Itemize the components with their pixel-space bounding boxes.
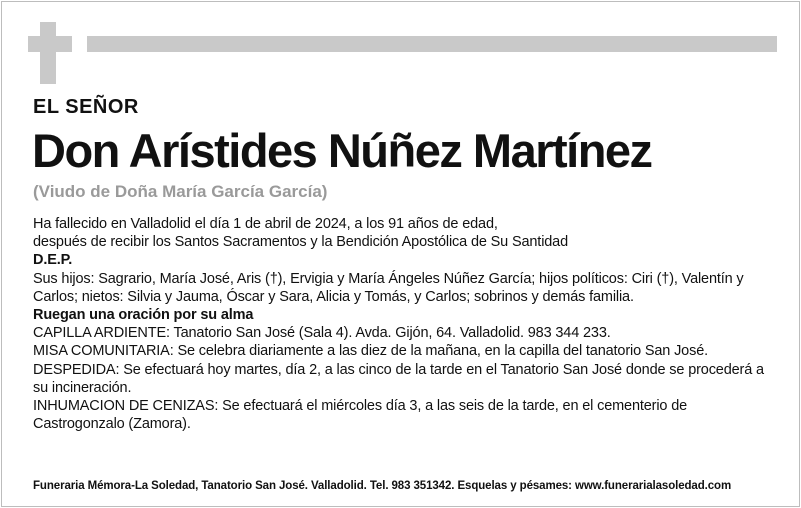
cross-vertical-beam	[40, 22, 56, 84]
funeral-home-footer: Funeraria Mémora-La Soledad, Tanatorio San José. Valladolid. Tel. 983 351342. Esquelas y pésames: www.funerarialasoledad.com	[33, 480, 732, 492]
death-announcement-line-2: después de recibir los Santos Sacramentos y la Bendición Apostólica de Su Santidad	[33, 234, 569, 251]
chapel-info: CAPILLA ARDIENTE: Tanatorio San José (Sala 4). Avda. Gijón, 64. Valladolid. 983 344 233.	[33, 325, 611, 342]
family-list: Sus hijos: Sagrario, María José, Aris (†), Ervigia y María Ángeles Núñez García; hijos políticos: Ciri (†), Valentín y Carlos; nietos: Silvia y Jauma, Óscar y Sara, Alicia y Tomás, y Carlos; sobrinos y demás familia.	[33, 270, 744, 305]
mass-info: MISA COMUNITARIA: Se celebra diariamente a las diez de la mañana, en la capilla del tanatorio San José.	[33, 343, 708, 360]
rip-label: D.E.P.	[33, 252, 73, 269]
obituary-notice	[1, 1, 800, 507]
farewell-info: DESPEDIDA: Se efectuará hoy martes, día 2, a las cinco de la tarde en el Tanatorio San José donde se procederá a su incineración.	[33, 361, 764, 396]
header-rule	[87, 36, 777, 52]
salutation: EL SEÑOR	[33, 96, 139, 118]
notice-body	[33, 215, 778, 433]
death-announcement-line-1: Ha fallecido en Valladolid el día 1 de abril de 2024, a los 91 años de edad,	[33, 216, 498, 232]
widow-note: (Viudo de Doña María García García)	[33, 182, 328, 201]
cross-horizontal-beam	[28, 36, 72, 52]
ashes-info: INHUMACION DE CENIZAS: Se efectuará el miércoles día 3, a las seis de la tarde, en el cementerio de Castrogonzalo (Zamora).	[33, 398, 688, 433]
deceased-name: Don Arístides Núñez Martínez	[32, 124, 652, 177]
prayer-request: Ruegan una oración por su alma	[33, 307, 254, 324]
